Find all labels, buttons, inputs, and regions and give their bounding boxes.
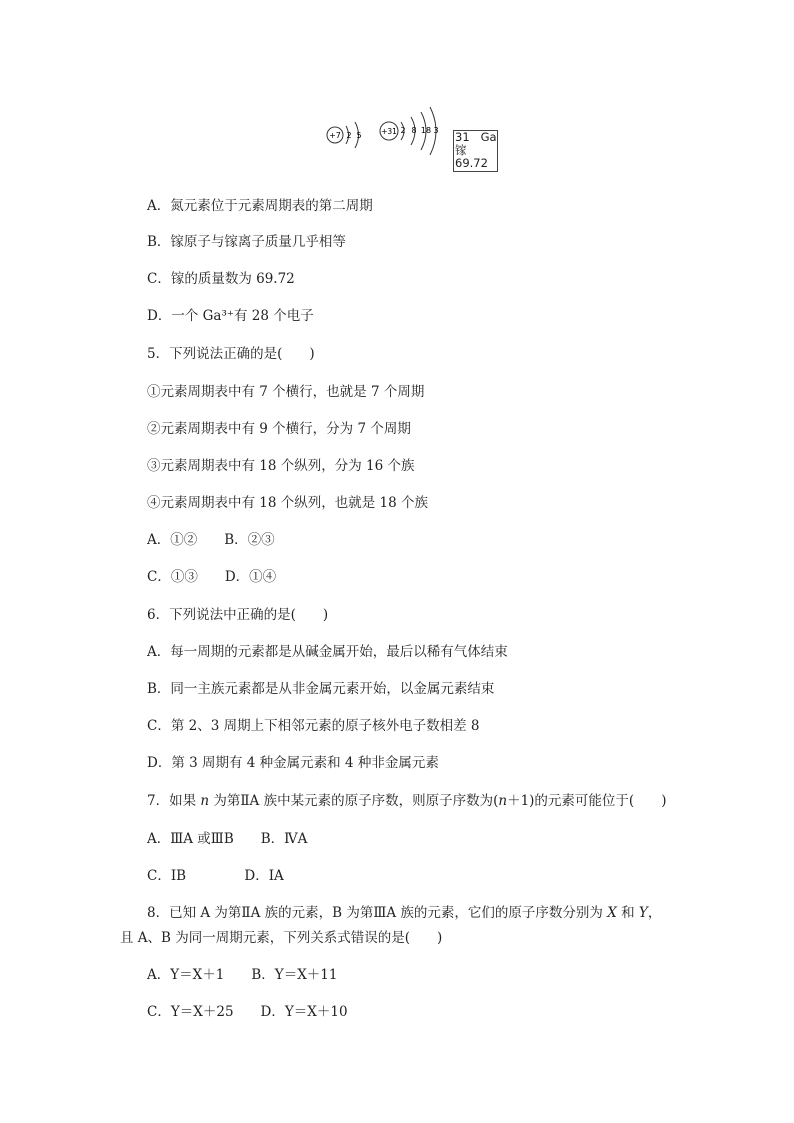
ga-shell-2-count: 8 (411, 126, 417, 135)
q5-statement-1: ①元素周期表中有 7 个横行，也就是 7 个周期 (147, 384, 425, 400)
ga-shell-1-count: 2 (400, 126, 406, 135)
q5-statement-3: ③元素周期表中有 18 个纵列，分为 16 个族 (147, 458, 415, 474)
q7-options-ab: A．ⅢA 或ⅢB B．ⅣA (147, 831, 308, 847)
q8-options-ab: A．Y＝X＋1 B．Y＝X＋11 (147, 967, 338, 983)
q6-option-c: C．第 2、3 周期上下相邻元素的原子核外电子数相差 8 (147, 718, 480, 734)
n-nucleus-text: +7 (329, 131, 341, 140)
q6-option-a: A．每一周期的元素都是从碱金属开始，最后以稀有气体结束 (147, 644, 508, 660)
q5-statement-2: ②元素周期表中有 9 个横行，分为 7 个周期 (147, 421, 411, 437)
q7-stem: 7．如果 n 为第ⅡA 族中某元素的原子序数，则原子序数为(n＋1)的元素可能位于( ) (147, 793, 667, 809)
q8-stem-line-1: 8．已知 A 为第ⅡA 族的元素，B 为第ⅢA 族的元素，它们的原子序数分别为 X 和 Y， (147, 905, 662, 921)
q6-option-b: B．同一主族元素都是从非金属元素开始，以金属元素结束 (147, 681, 495, 697)
q4-option-b: B．镓原子与镓离子质量几乎相等 (147, 234, 346, 250)
element-card-gallium (453, 130, 498, 172)
element-number: 31 (455, 130, 470, 144)
q8-stem-line-2: 且 A、B 为同一周期元素，下列关系式错误的是( ) (120, 930, 443, 946)
ga-nucleus-text: +31 (381, 127, 397, 136)
ga-shell-4-count: 3 (433, 126, 439, 135)
q5-options-ab: A．①② B．②③ (147, 532, 275, 548)
q6-stem: 6．下列说法中正确的是( ) (147, 607, 329, 623)
q5-stem: 5．下列说法正确的是( ) (147, 346, 315, 362)
n-shell-1-count: 2 (346, 131, 352, 140)
element-mass: 69.72 (455, 156, 488, 170)
element-symbol: Ga (480, 130, 497, 144)
element-name: 镓 (455, 143, 467, 157)
q5-options-cd: C．①③ D．①④ (147, 569, 277, 585)
n-shell-2-count: 5 (356, 131, 362, 140)
q8-options-cd: C．Y＝X＋25 D．Y＝X＋10 (147, 1004, 348, 1020)
q7-options-cd: C．ⅠB D．ⅠA (147, 868, 284, 884)
q5-statement-4: ④元素周期表中有 18 个纵列，也就是 18 个族 (147, 495, 429, 511)
q4-option-d: D．一个 Ga³⁺有 28 个电子 (147, 308, 314, 324)
ga-shell-3-count: 18 (420, 126, 432, 135)
atomic-structure-figure (322, 98, 502, 178)
q6-option-d: D．第 3 周期有 4 种金属元素和 4 种非金属元素 (147, 755, 439, 771)
q4-option-c: C．镓的质量数为 69.72 (147, 271, 295, 287)
q4-option-a: A．氮元素位于元素周期表的第二周期 (147, 198, 373, 214)
